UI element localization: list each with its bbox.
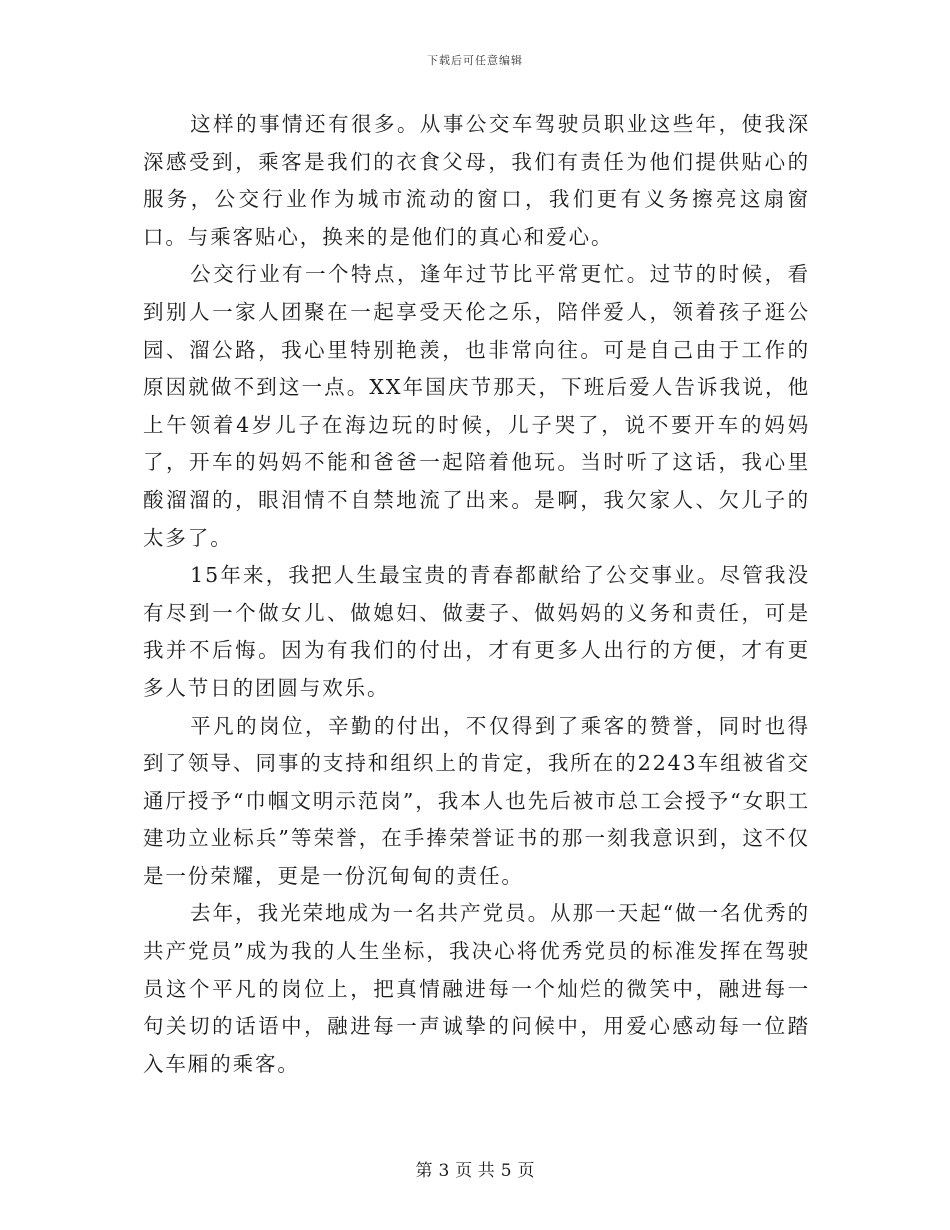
page-footer-middle: 页 共: [455, 1161, 495, 1181]
page-header: 下载后可任意编辑: [427, 54, 523, 67]
page-footer-prefix: 第: [415, 1161, 433, 1181]
paragraph: 15年来，我把人生最宝贵的青春都献给了公交事业。尽管我没有尽到一个做女儿、做媳妇、做妻子、做妈妈的义务和责任，可是我并不后悔。因为有我们的付出，才有更多人出行的方便，才有更多人节日的团圆与欢乐。: [143, 563, 810, 700]
paragraph: 平凡的岗位，辛勤的付出，不仅得到了乘客的赞誉，同时也得到了领导、同事的支持和组织上的肯定，我所在的2243车组被省交通厅授予“巾帼文明示范岗”，我本人也先后被市总工会授予“女职工建功立业标兵”等荣誉，在手捧荣誉证书的那一刻我意识到，这不仅是一份荣耀，更是一份沉甸甸的责任。: [143, 713, 810, 888]
paragraph: 去年，我光荣地成为一名共产党员。从那一天起“做一名优秀的共产党员”成为我的人生坐标，我决心将优秀党员的标准发挥在驾驶员这个平凡的岗位上，把真情融进每一个灿烂的微笑中，融进每一句关切的话语中，融进每一声诚挚的问候中，用爱心感动每一位踏入车厢的乘客。: [143, 901, 810, 1076]
current-page-number: 3: [438, 1161, 450, 1181]
page-footer-suffix: 页: [517, 1161, 535, 1181]
document-body: [143, 106, 810, 1083]
paragraph: 公交行业有一个特点，逢年过节比平常更忙。过节的时候，看到别人一家人团聚在一起享受天伦之乐，陪伴爱人，领着孩子逛公园、溜公路，我心里特别艳羡，也非常向往。可是自己由于工作的原因就做不到这一点。XX年国庆节那天，下班后爱人告诉我说，他上午领着4岁儿子在海边玩的时候，儿子哭了，说不要开车的妈妈了，开车的妈妈不能和爸爸一起陪着他玩。当时听了这话，我心里酸溜溜的，眼泪情不自禁地流了出来。是啊，我欠家人、欠儿子的太多了。: [143, 262, 810, 550]
paragraph: 这样的事情还有很多。从事公交车驾驶员职业这些年，使我深深感受到，乘客是我们的衣食父母，我们有责任为他们提供贴心的服务，公交行业作为城市流动的窗口，我们更有义务擦亮这扇窗口。与乘客贴心，换来的是他们的真心和爱心。: [143, 112, 810, 249]
page-footer: [0, 1156, 950, 1181]
total-pages-number: 5: [500, 1161, 512, 1181]
